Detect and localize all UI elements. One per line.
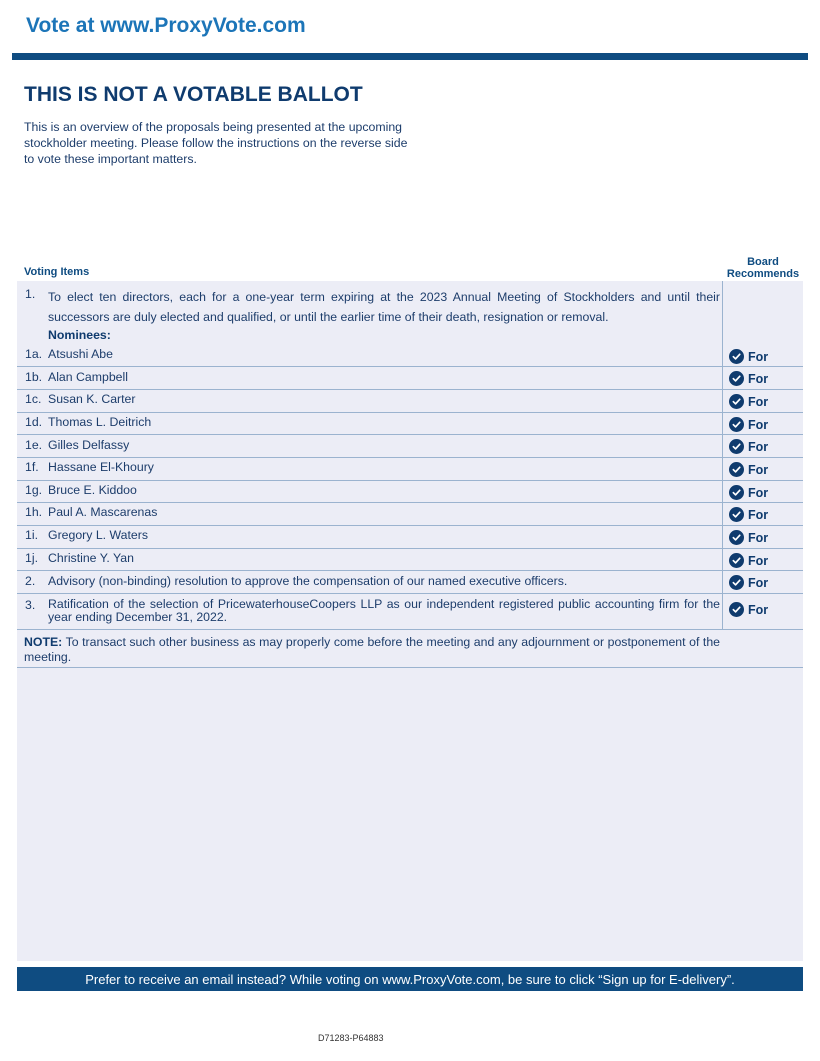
check-circle-icon [729,349,744,364]
board-label-line1: Board [747,256,779,268]
for-label: For [748,530,769,545]
check-circle-icon [729,485,744,500]
nominee-number: 1f. [25,460,39,474]
nominee-name: Paul A. Mascarenas [48,505,158,519]
for-label: For [748,371,769,386]
check-circle-icon [729,439,744,454]
for-label: For [748,439,769,454]
nominee-row [17,345,803,367]
proxyvote-link[interactable]: Vote at www.ProxyVote.com [26,14,306,37]
header-divider [12,53,808,60]
nominee-number: 1e. [25,438,43,452]
nominee-name: Hassane El-Khoury [48,460,154,474]
recommendation-for [729,575,768,590]
note-divider [17,667,803,668]
nominee-number: 1i. [25,528,38,542]
nominee-name: Christine Y. Yan [48,551,134,565]
nominee-row [17,503,803,526]
check-circle-icon [729,553,744,568]
recommendation-for [729,439,768,454]
proposal-3-text: Ratification of the selection of PricewaterhouseCoopers LLP as our independent registered public accounting firm for the year ending December 31, 2022. [48,597,720,624]
recommendation-for [729,485,768,500]
for-label: For [748,553,769,568]
nominee-name: Susan K. Carter [48,392,136,406]
nominee-name: Gilles Delfassy [48,438,130,452]
for-label: For [748,417,769,432]
for-label: For [748,462,769,477]
recommendation-for [729,349,768,364]
nominee-row [17,458,803,481]
nominee-row [17,367,803,390]
recommendation-for [729,602,768,617]
recommendation-for [729,553,768,568]
recommendation-for [729,507,768,522]
recommendation-for [729,394,768,409]
nominee-number: 1d. [25,415,43,429]
proposal-2-text: Advisory (non-binding) resolution to approve the compensation of our named executive officers. [48,574,568,588]
nominee-name: Atsushi Abe [48,347,113,361]
check-circle-icon [729,394,744,409]
nominee-number: 1g. [25,483,43,497]
check-circle-icon [729,575,744,590]
voting-items-header: Voting Items [24,266,90,278]
recommendation-for [729,462,768,477]
for-label: For [748,485,769,500]
proposal-1-text: To elect ten directors, each for a one-year term expiring at the 2023 Annual Meeting of Stockholders and until their successors are duly elected and qualified, or until the earlier time of their death, resignation or removal. [48,290,720,324]
nominee-row [17,526,803,549]
recommendation-for [729,530,768,545]
check-circle-icon [729,371,744,386]
for-label: For [748,575,769,590]
nominee-row [17,549,803,571]
for-label: For [748,394,769,409]
nominee-number: 1c. [25,392,42,406]
recommendation-for [729,417,768,432]
nominee-number: 1b. [25,370,43,384]
document-code: D71283-P64883 [318,1033,384,1043]
check-circle-icon [729,530,744,545]
proposal-3-number: 3. [25,598,36,612]
nominee-name: Alan Campbell [48,370,128,384]
proposal-2-number: 2. [25,574,36,588]
nominee-row [17,481,803,503]
nominees-label: Nominees: [48,328,111,342]
nominee-number: 1j. [25,551,38,565]
nominee-name: Thomas L. Deitrich [48,415,152,429]
nominee-row [17,435,803,458]
nominee-row [17,413,803,435]
edelivery-banner [17,967,803,991]
nominee-number: 1a. [25,347,43,361]
board-label-line2: Recommends [726,268,800,280]
check-circle-icon [729,602,744,617]
nominee-row [17,390,803,413]
for-label: For [748,349,769,364]
edelivery-banner-text: Prefer to receive an email instead? While voting on www.ProxyVote.com, be sure to click “Sign up for E-delivery”. [85,971,735,987]
note-label: NOTE: [24,635,63,649]
nominee-number: 1h. [25,505,43,519]
check-circle-icon [729,507,744,522]
intro-text: This is an overview of the proposals being presented at the upcoming stockholder meeting. Please follow the instructions on the reverse side to vote these important matters. [24,120,408,166]
note-text [24,635,720,665]
check-circle-icon [729,417,744,432]
note-body: To transact such other business as may properly come before the meeting and any adjournment or postponement of the meeting. [24,635,720,664]
proposal-1-number: 1. [25,287,36,301]
nominee-name: Bruce E. Kiddoo [48,483,137,497]
for-label: For [748,602,769,617]
board-recommends-header [722,256,804,280]
nominee-name: Gregory L. Waters [48,528,148,542]
proposal-2-row [17,571,803,594]
for-label: For [748,507,769,522]
check-circle-icon [729,462,744,477]
page-title: THIS IS NOT A VOTABLE BALLOT [24,83,363,106]
recommendation-for [729,371,768,386]
